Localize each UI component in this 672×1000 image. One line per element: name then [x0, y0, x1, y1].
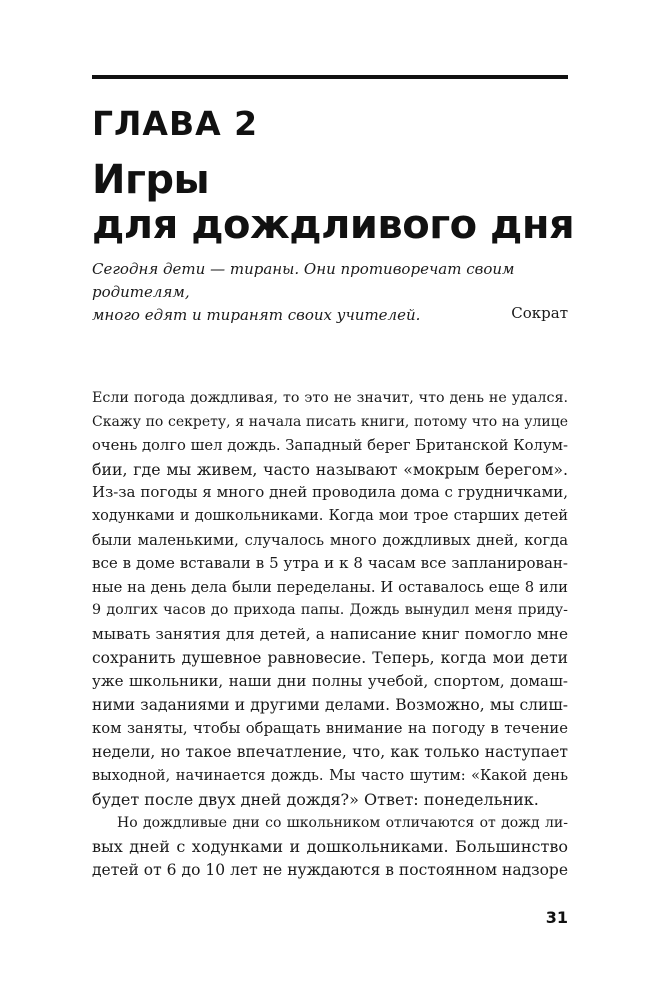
text-line: 9 долгих часов до прихода папы. Дождь вынудил меня приду- — [92, 602, 568, 619]
chapter-title-line: для дождливого дня — [92, 202, 575, 248]
text-line: уже школьники, наши дни полны учебой, спортом, домаш- — [92, 672, 568, 691]
text-line: детей от 6 до 10 лет не нуждаются в постоянном надзоре — [92, 860, 568, 879]
epigraph — [92, 258, 568, 327]
page-number: 31 — [545, 908, 568, 927]
epigraph-author: Сократ — [511, 304, 568, 322]
text-line: мывать занятия для детей, а написание книг помогло мне — [92, 624, 568, 643]
chapter-title-line: Игры — [92, 157, 210, 203]
text-line: выходной, начинается дождь. Мы часто шутим: «Какой день — [92, 767, 568, 784]
epigraph-line: Сегодня дети — тираны. Они противоречат своим родителям, — [92, 260, 515, 301]
text-line: недели, но такое впечатление, что, как только наступает — [92, 742, 568, 761]
chapter-top-rule — [92, 75, 568, 79]
text-line: бии, где мы живем, часто называют «мокрым берегом». — [92, 459, 568, 479]
text-line: Из-за погоды я много дней проводила дома с грудничками, — [92, 483, 568, 502]
text-line: сохранить душевное равновесие. Теперь, когда мои дети — [92, 648, 568, 667]
body-text — [92, 387, 568, 882]
text-line: все в доме вставали в 5 утра и к 8 часам все запланирован- — [92, 554, 568, 573]
text-line: Если погода дождливая, то это не значит, что день не удался. — [92, 390, 568, 406]
text-line: будет после двух дней дождя?» Ответ: понедельник. — [92, 790, 539, 810]
text-line: ними заданиями и другими делами. Возможно, мы слиш- — [92, 695, 568, 714]
paragraph — [92, 387, 568, 812]
text-line: ные на день дела были переделаны. И оставалось еще 8 или — [92, 578, 568, 596]
text-line: Скажу по секрету, я начала писать книги, потому что на улице — [92, 413, 568, 430]
text-line: очень долго шел дождь. Западный берег Британской Колум- — [92, 437, 568, 455]
chapter-label: ГЛАВА 2 — [92, 104, 259, 143]
text-line: вых дней с ходунками и дошкольниками. Большинство — [92, 837, 568, 857]
text-line: ходунками и дошкольниками. Когда мои трое старших детей — [92, 507, 568, 524]
text-line: ком заняты, чтобы обращать внимание на погоду в течение — [92, 720, 568, 738]
epigraph-line: много едят и тиранят своих учителей. — [92, 306, 421, 324]
paragraph — [92, 812, 568, 883]
chapter-title — [92, 158, 574, 248]
text-line: Но дождливые дни со школьником отличаются от дожд ли- — [117, 814, 568, 831]
text-line: были маленькими, случалось много дождливых дней, когда — [92, 531, 568, 549]
